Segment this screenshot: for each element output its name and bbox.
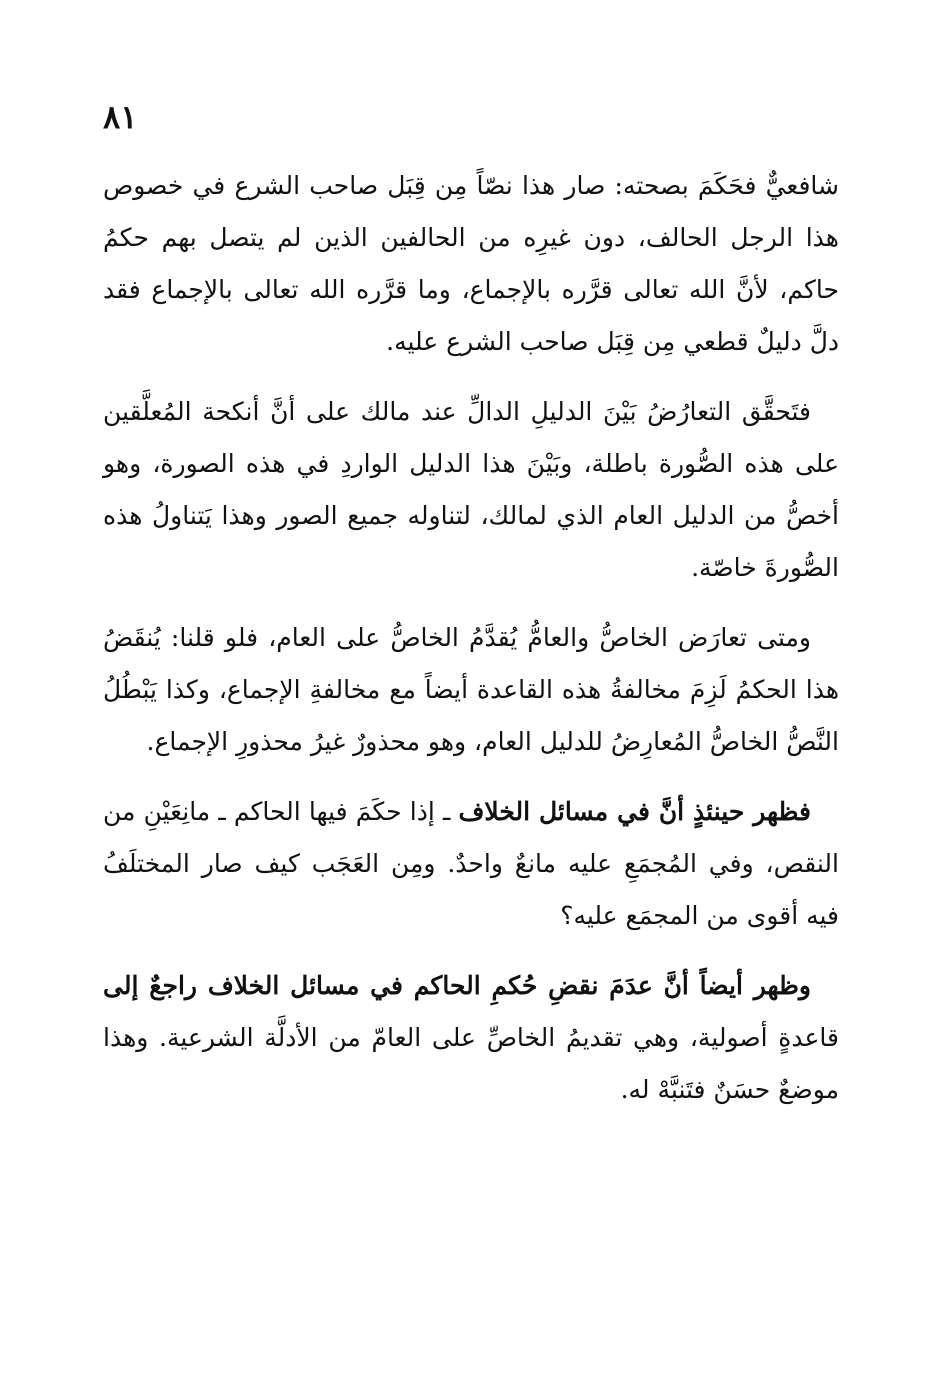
paragraph-text: قاعدةٍ أصولية، وهي تقديمُ الخاصِّ على العامّ من الأدلَّة الشرعية. وهذا موضعٌ حسَنٌ فتَنبَّهْ له. xyxy=(103,1023,839,1104)
body-text xyxy=(103,160,839,1134)
paragraph: شافعيٌّ فحَكَمَ بصحته: صار هذا نصّاً مِن قِبَل صاحب الشرع في خصوص هذا الرجل الحالف، دون غيرِه من الحالفين الذين لم يتصل بهم حكمُ حاكم، لأنَّ الله تعالى قرَّره بالإجماع، وما قرَّره الله تعالى بالإجماع فقد دلَّ دليلٌ قطعي مِن قِبَل صاحب الشرع عليه. xyxy=(103,171,839,356)
page-number: ٨١ xyxy=(103,98,138,136)
paragraph-lead: فظهر حينئذٍ أنَّ في مسائل الخلاف xyxy=(458,797,811,826)
paragraph xyxy=(103,960,839,1116)
paragraph-text: ـ إذا حكَمَ فيها الحاكم ـ مانِعَيْنِ من النقص، وفي المُجمَعِ عليه مانعٌ واحدٌ. ومِن العَجَب كيف صار المختلَفُ فيه أقوى من المجمَع عليه؟ xyxy=(103,797,839,930)
paragraph: ومتى تعارَض الخاصُّ والعامُّ يُقدَّمُ الخاصُّ على العام، فلو قلنا: يُنقَضُ هذا الحكمُ لَزِمَ مخالفةُ هذه القاعدة أيضاً مع مخالفةِ الإجماع، وكذا يَبْطُلُ النَّصُّ الخاصُّ المُعارِضُ للدليل العام، وهو محذورٌ غيرُ محذورِ الإجماع. xyxy=(103,623,839,756)
paragraph xyxy=(103,786,839,942)
paragraph: فتَحقَّق التعارُضُ بَيْنَ الدليلِ الدالِّ عند مالك على أنَّ أنكحة المُعلَّقين على هذه الصُّورة باطلة، وبَيْنَ هذا الدليل الواردِ في هذه الصورة، وهو أخصُّ من الدليل العام الذي لمالك، لتناوله جميع الصور وهذا يَتناولُ هذه الصُّورةَ خاصّة. xyxy=(103,397,839,582)
paragraph-lead: وظهر أيضاً أنَّ عدَمَ نقضِ حُكمِ الحاكم في مسائل الخلاف راجعٌ إلى xyxy=(103,971,811,1000)
